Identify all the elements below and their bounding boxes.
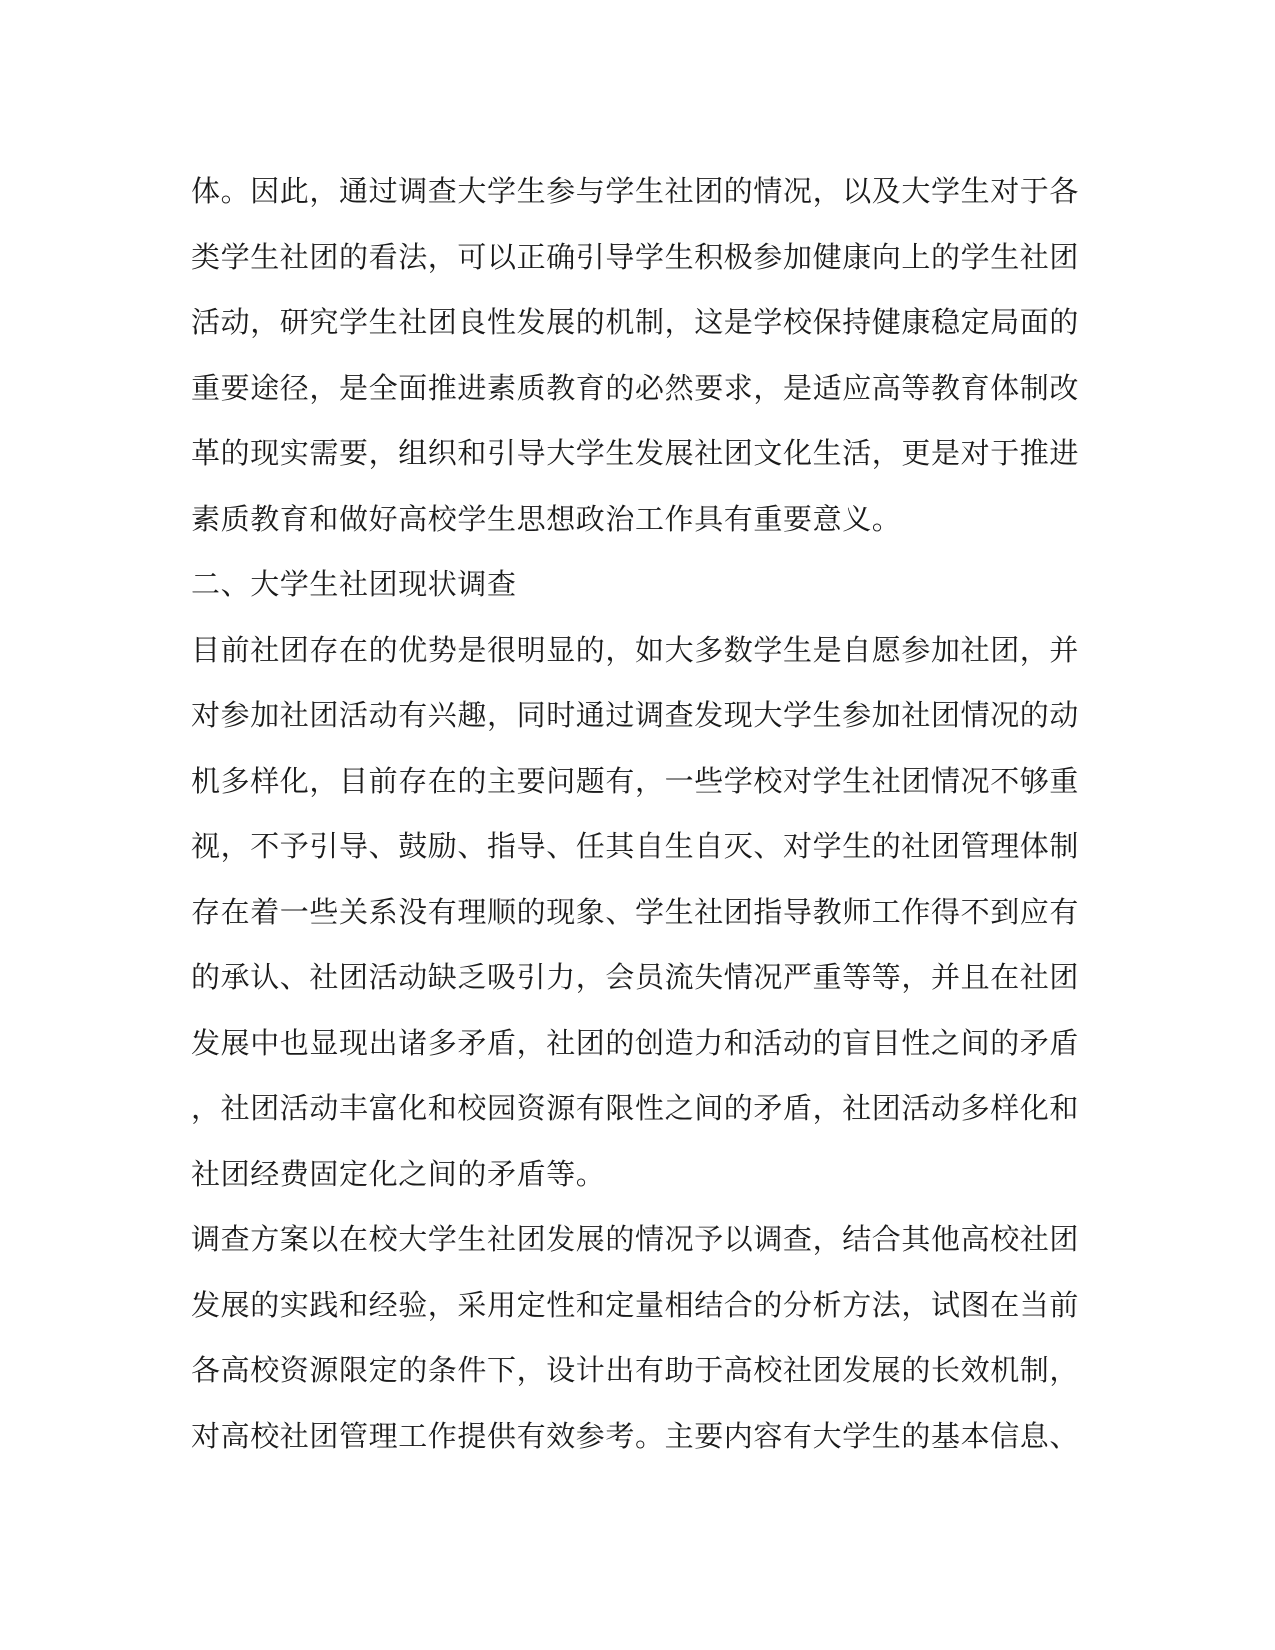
text-line: 活动，研究学生社团良性发展的机制，这是学校保持健康稳定局面的 [191, 305, 1080, 339]
text-line: 革的现实需要，组织和引导大学生发展社团文化生活，更是对于推进 [191, 436, 1080, 470]
text-line: 发展的实践和经验，采用定性和定量相结合的分析方法，试图在当前 [191, 1287, 1080, 1322]
text-line: 的承认、社团活动缺乏吸引力，会员流失情况严重等等，并且在社团 [191, 960, 1080, 994]
section-heading: 二、大学生社团现状调查 [191, 567, 517, 601]
text-line: 重要途径，是全面推进素质教育的必然要求，是适应高等教育体制改 [191, 370, 1080, 405]
text-line: 素质教育和做好高校学生思想政治工作具有重要意义。 [191, 501, 902, 536]
text-line: 发展中也显现出诸多矛盾，社团的创造力和活动的盲目性之间的矛盾 [191, 1025, 1080, 1060]
body-text [191, 159, 1080, 1469]
text-line: 社团经费固定化之间的矛盾等。 [191, 1156, 606, 1191]
text-line: 存在着一些关系没有理顺的现象、学生社团指导教师工作得不到应有 [191, 894, 1080, 929]
text-line: 目前社团存在的优势是很明显的，如大多数学生是自愿参加社团，并 [191, 632, 1080, 667]
text-line: 视，不予引导、鼓励、指导、任其自生自灭、对学生的社团管理体制 [191, 829, 1080, 863]
text-line: 类学生社团的看法，可以正确引导学生积极参加健康向上的学生社团 [191, 239, 1080, 274]
text-line: 各高校资源限定的条件下，设计出有助于高校社团发展的长效机制， [191, 1353, 1080, 1387]
text-line: 对参加社团活动有兴趣，同时通过调查发现大学生参加社团情况的动 [191, 698, 1080, 732]
text-line: ，社团活动丰富化和校园资源有限性之间的矛盾，社团活动多样化和 [191, 1091, 1080, 1125]
text-line: 调查方案以在校大学生社团发展的情况予以调查，结合其他高校社团 [191, 1222, 1080, 1256]
text-line: 体。因此，通过调查大学生参与学生社团的情况，以及大学生对于各 [191, 174, 1080, 208]
text-line: 机多样化，目前存在的主要问题有，一些学校对学生社团情况不够重 [191, 763, 1080, 798]
text-line: 对高校社团管理工作提供有效参考。主要内容有大学生的基本信息、 [191, 1418, 1080, 1453]
